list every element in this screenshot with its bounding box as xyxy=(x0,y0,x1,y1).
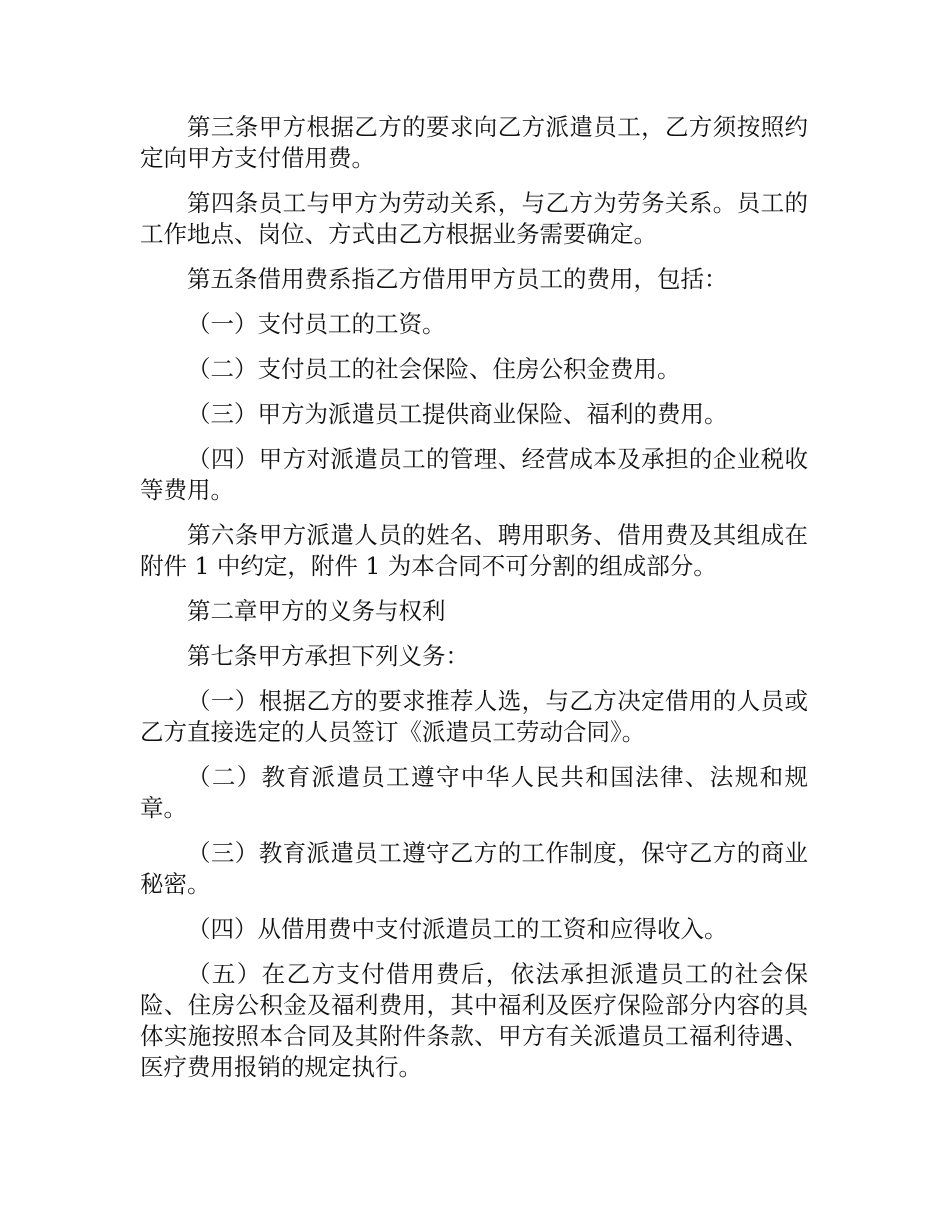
paragraph-duty-1: （一）根据乙方的要求推荐人选，与乙方决定借用的人员或乙方直接选定的人员签订《派遣员工劳动合同》。 xyxy=(140,687,808,746)
paragraph-item-1: （一）支付员工的工资。 xyxy=(187,310,446,338)
paragraph-item-2: （二）支付员工的社会保险、住房公积金费用。 xyxy=(187,355,681,383)
paragraph-article-7: 第七条甲方承担下列义务： xyxy=(187,642,469,670)
paragraph-duty-2: （二）教育派遣员工遵守中华人民共和国法律、法规和规章。 xyxy=(140,763,808,822)
paragraph-item-4: （四）甲方对派遣员工的管理、经营成本及承担的企业税收等费用。 xyxy=(140,445,808,504)
paragraph-article-4: 第四条员工与甲方为劳动关系，与乙方为劳务关系。员工的工作地点、岗位、方式由乙方根据业务需要确定。 xyxy=(140,189,808,248)
chapter-2-heading: 第二章甲方的义务与权利 xyxy=(187,597,446,625)
paragraph-article-6: 第六条甲方派遣人员的姓名、聘用职务、借用费及其组成在附件 1 中约定，附件 1 为本合同不可分割的组成部分。 xyxy=(140,521,808,580)
paragraph-duty-4: （四）从借用费中支付派遣员工的工资和应得收入。 xyxy=(187,915,728,943)
paragraph-item-3: （三）甲方为派遣员工提供商业保险、福利的费用。 xyxy=(187,400,728,428)
paragraph-article-5: 第五条借用费系指乙方借用甲方员工的费用，包括： xyxy=(187,265,728,293)
paragraph-duty-5: （五）在乙方支付借用费后，依法承担派遣员工的社会保险、住房公积金及福利费用，其中福利及医疗保险部分内容的具体实施按照本合同及其附件条款、甲方有关派遣员工福利待遇、医疗费用报销的规定执行。 xyxy=(140,960,808,1081)
paragraph-article-3: 第三条甲方根据乙方的要求向乙方派遣员工，乙方须按照约定向甲方支付借用费。 xyxy=(140,113,808,172)
paragraph-duty-3: （三）教育派遣员工遵守乙方的工作制度，保守乙方的商业秘密。 xyxy=(140,839,808,898)
document-body xyxy=(140,112,808,1097)
